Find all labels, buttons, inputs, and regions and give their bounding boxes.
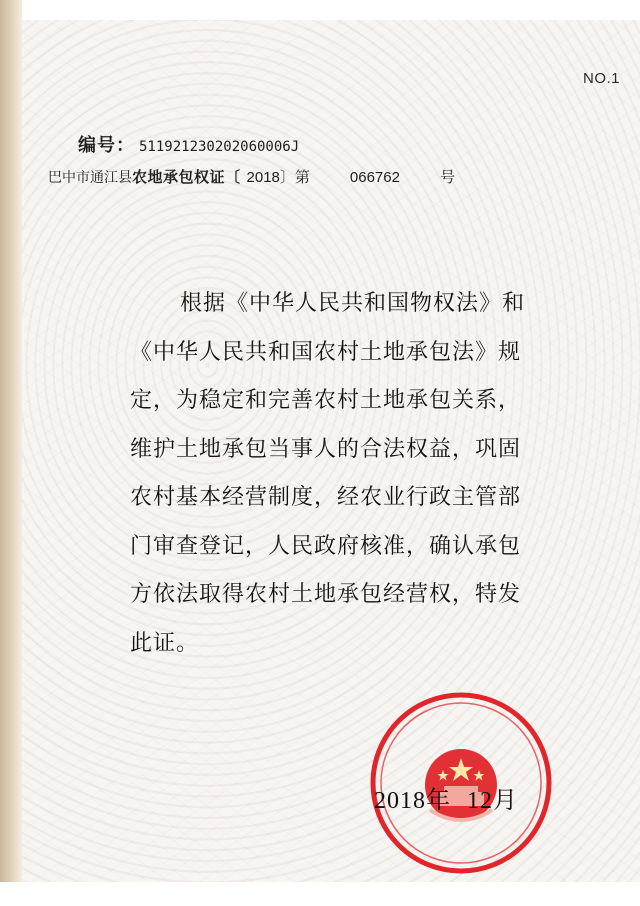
certificate-body bbox=[130, 280, 590, 668]
serial-value: 511921230202060006J bbox=[139, 139, 300, 155]
body-line: 维护土地承包当事人的合法权益，巩固 bbox=[130, 436, 522, 462]
body-line: 此证。 bbox=[130, 630, 200, 656]
body-line: 根据《中华人民共和国物权法》和 bbox=[180, 291, 526, 316]
body-line: 农村基本经营制度，经农业行政主管部 bbox=[130, 485, 522, 510]
bottom-margin bbox=[0, 882, 640, 906]
body-line: 方依法取得农村土地承包经营权，特发 bbox=[130, 582, 522, 607]
cert-type: 农地承包权证〔 bbox=[132, 168, 241, 186]
body-line: 《中华人民共和国农村土地承包法》规 bbox=[130, 339, 522, 365]
date-month: 12 bbox=[467, 788, 493, 814]
cert-year: 2018〕第 bbox=[246, 169, 310, 186]
cert-suffix: 号 bbox=[439, 168, 455, 186]
page-left-edge bbox=[0, 0, 22, 906]
cert-region: 巴中市通江县 bbox=[48, 170, 132, 186]
body-line: 定，为稳定和完善农村土地承包关系， bbox=[130, 388, 522, 413]
serial-label: 编号： bbox=[78, 135, 135, 156]
date-month-unit: 月 bbox=[493, 786, 518, 814]
body-line: 门审查登记，人民政府核准，确认承包 bbox=[130, 533, 522, 559]
certificate-number-row bbox=[48, 166, 455, 187]
date-year: 2018 bbox=[374, 788, 426, 814]
serial-row bbox=[78, 131, 299, 157]
document-number: NO.1 bbox=[582, 70, 620, 87]
cert-number: 066762 bbox=[349, 169, 400, 186]
date-year-unit: 年 bbox=[426, 786, 451, 814]
issue-date bbox=[374, 780, 518, 815]
